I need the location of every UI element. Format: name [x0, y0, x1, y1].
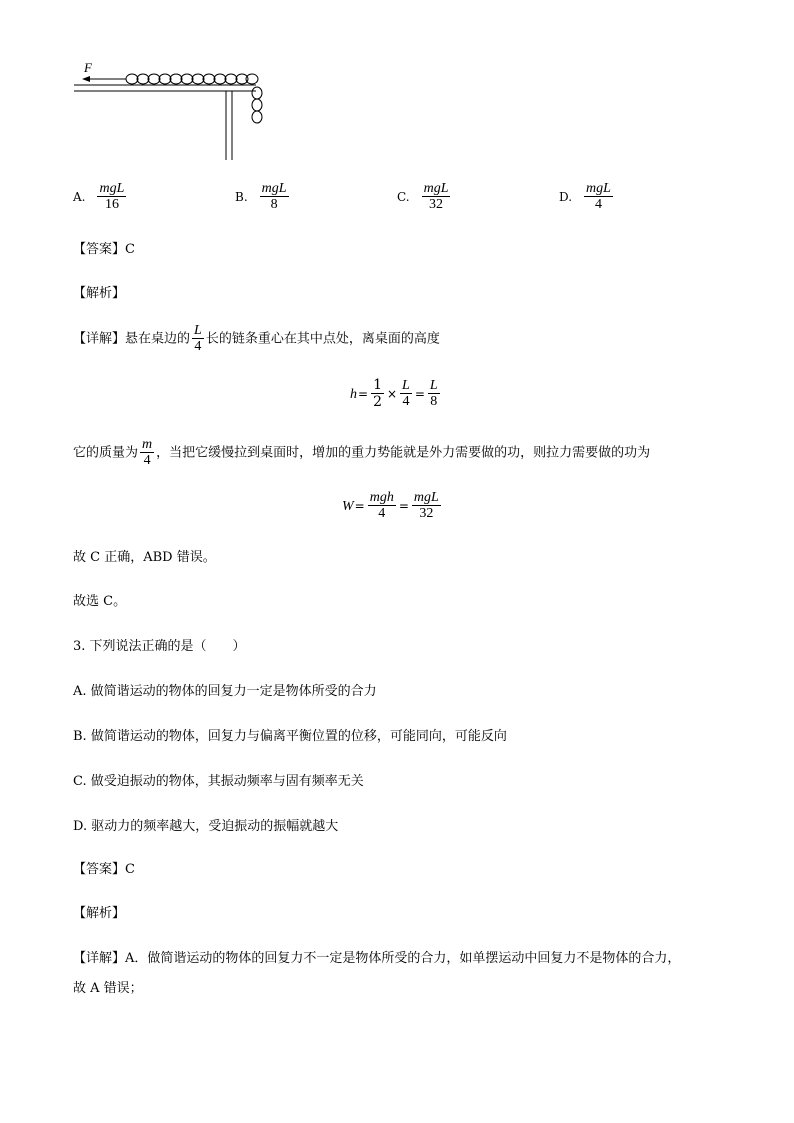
- q3-option-d: D. 驱动力的频率越大，受迫振动的振幅就越大: [73, 819, 339, 834]
- q2-detail-line: 【详解】悬在桌边的 $\frac{L}{4}$ 长的链条重心在其中点处，离桌面的高度: [73, 323, 440, 354]
- q3-answer: 【答案】C: [73, 862, 135, 877]
- option-c: C. $\frac{\text{mgL}}{32}$: [397, 181, 449, 212]
- option-a: A. $\frac{\text{mgL}}{16}$: [73, 181, 125, 212]
- chain-table-figure: [70, 60, 270, 165]
- q3-option-a: A. 做简谐运动的物体的回复力一定是物体所受的合力: [73, 684, 377, 699]
- q2-answer: 【答案】C: [73, 242, 135, 257]
- force-label: F: [84, 60, 92, 75]
- option-d: D. $\frac{\text{mgL}}{4}$: [559, 181, 611, 212]
- q3-option-b: B. 做简谐运动的物体，回复力与偏离平衡位置的位移，可能同向，可能反向: [73, 729, 507, 744]
- option-b: B. $\frac{\text{mgL}}{8}$: [235, 181, 287, 212]
- q2-analysis-heading: 【解析】: [73, 286, 126, 301]
- q2-mass-line: 它的质量为 $\frac{m}{4}$ ，当把它缓慢拉到桌面时，增加的重力势能就是外力需要做的功，则拉力需要做的功为: [73, 437, 651, 468]
- formula-work: W= $\frac{\text{mgh}}{4}$ = $\frac{\text{mgL}}{32}$: [342, 490, 439, 521]
- chain-links: [126, 74, 262, 123]
- q3-analysis-heading: 【解析】: [73, 906, 126, 921]
- q2-conclusion: 故 C 正确，ABD 错误。: [73, 550, 216, 565]
- q3-detail-line-2: 故 A 错误；: [73, 981, 143, 996]
- q3-option-c: C. 做受迫振动的物体，其振动频率与固有频率无关: [73, 774, 364, 789]
- formula-height: h= $\frac{1}{2}$ × $\frac{L}{4}$ = $\frac{L}{8}$: [350, 377, 438, 410]
- q2-choose: 故选 C。: [73, 594, 127, 609]
- q3-question: 3. 下列说法正确的是（ ）: [73, 639, 246, 654]
- q3-detail-line-1: 【详解】A．做简谐运动的物体的回复力不一定是物体所受的合力，如单摆运动中回复力不是物体的合力，: [73, 951, 681, 966]
